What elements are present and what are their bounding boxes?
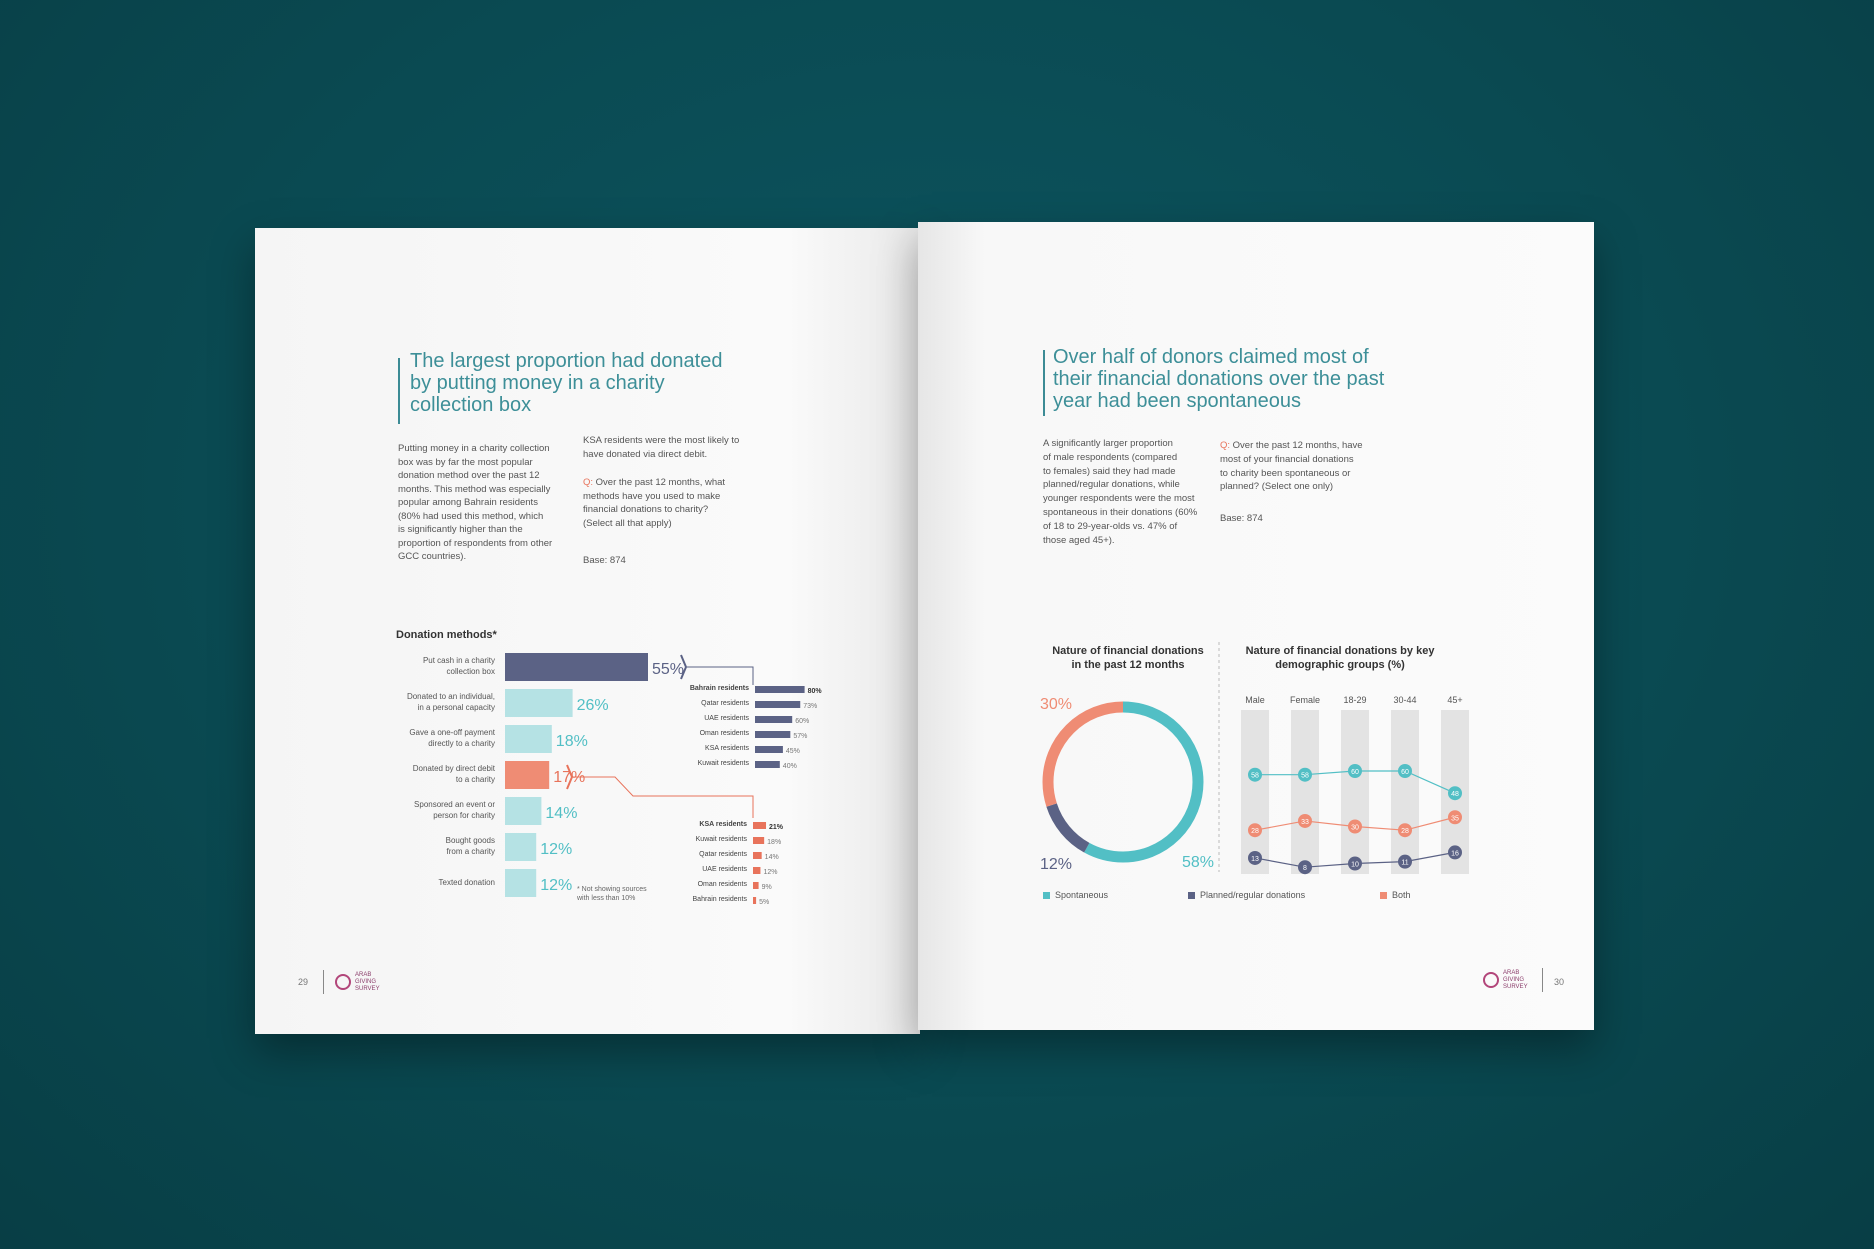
sub-bar-value: 73% [803,703,818,710]
bar [505,833,536,861]
sub-bar [753,822,766,829]
donation-methods-chart [255,228,920,1034]
question-line-text: Over the past 12 months, what [595,477,726,488]
category-label [385,727,495,749]
group-column [1391,710,1419,874]
category-label [385,835,495,857]
category-label [385,691,495,713]
left-page [255,228,920,1034]
intro-text-line: to females) said they had made [1043,465,1176,477]
sub-bar [753,852,762,859]
question-line: financial donations to charity? [583,504,709,515]
intro-text-2-line: have donated via direct debit. [583,448,708,460]
arab-giving-survey-logo [1483,970,1528,991]
sub-category-label: Kuwait residents [697,760,749,767]
category-label-line: person for charity [433,811,495,820]
intro-text-line: proportion of respondents from other [398,537,553,549]
intro-text-2-line: KSA residents were the most likely to [583,435,740,446]
legend-swatch [1188,892,1195,899]
footnote [577,885,647,903]
page-divider [1542,968,1543,992]
page-number: 29 [298,977,309,987]
category-label-line: collection box [446,667,495,676]
legend-swatch [1380,892,1387,899]
page-divider [323,970,324,994]
intro-text-line: of 18 to 29-year-olds vs. 47% of [1043,520,1178,532]
sub-category-label: Qatar residents [701,700,749,707]
question-line: methods have you used to make [583,490,721,502]
group-column [1241,710,1269,874]
group-label: 45+ [1447,695,1463,705]
category-label [385,763,495,785]
legend-item [1043,890,1108,900]
series-point-label: 60 [1401,769,1409,776]
series-point-label: 16 [1451,850,1459,858]
legend-label: Spontaneous [1055,890,1109,900]
question-prefix: Q: [1220,440,1233,451]
bar-value: 18% [555,733,588,750]
question-line: to charity been spontaneous or [1220,467,1351,479]
base-text: Base: 874 [583,555,626,566]
base-text: Base: 874 [1220,513,1263,524]
series-point-label: 8 [1303,865,1307,873]
series-point-label: 13 [1251,855,1259,863]
donut-chart-title [1038,644,1218,672]
category-label [385,877,495,888]
intro-text-line: months. This method was especially [398,483,551,495]
logo-text: ARAB [1503,970,1520,976]
category-label-line: Put cash in a charity [422,656,495,665]
callout-line-red [573,777,753,818]
intro-text-line: A significantly larger proportion [1043,438,1173,449]
intro-text-line: GCC countries). [398,551,467,562]
intro-text-line: those aged 45+). [1043,534,1115,546]
page-title-line: year had been spontaneous [1053,390,1301,412]
chart-title-donation-methods: Donation methods* [396,629,497,641]
series-point-label: 30 [1351,824,1359,832]
legend-swatch [1043,892,1050,899]
intro-text-line: is significantly higher than the [398,524,523,535]
category-label-line: Gave a one-off payment [409,728,495,737]
group-label: Male [1245,695,1265,705]
series-point-label: 58 [1251,772,1259,780]
bar [505,869,536,897]
sub-category-label: Qatar residents [699,851,747,858]
bar-value: 26% [576,697,609,714]
chart-title-line: in the past 12 months [1071,659,1185,671]
chart-title-line: demographic groups (%) [1275,659,1405,671]
sub-bar-value: 12% [763,869,778,876]
arab-giving-survey-logo [335,972,380,993]
sub-bar-value: 9% [761,884,772,891]
category-label [385,655,495,677]
bar [505,653,648,681]
logo-text: SURVEY [355,986,380,992]
sub-bar-value: 18% [767,839,782,846]
logo-icon [1483,972,1499,988]
sub-bar-value: 80% [807,688,822,695]
donut-value-label: 58% [1182,854,1215,871]
right-page [918,222,1594,1030]
sub-bar [755,701,800,708]
bar-value: 17% [553,769,586,786]
intro-text-line: box was by far the most popular [398,456,533,468]
sub-category-label: UAE residents [702,866,747,873]
series-point-label: 28 [1401,828,1409,836]
group-label: 18-29 [1343,695,1367,705]
sub-category-label: Kuwait residents [695,836,747,843]
series-point-label: 48 [1451,791,1459,799]
sub-category-label: KSA residents [699,821,747,828]
sub-bar [755,731,790,738]
sub-bar [755,746,783,753]
logo-text: GIVING [355,979,377,985]
category-label-line: from a charity [446,847,495,856]
sub-bar [755,716,792,723]
category-label-line: directly to a charity [428,739,495,748]
bar [505,761,549,789]
page-title-line: by putting money in a charity [410,372,665,394]
category-label-line: to a charity [455,775,495,784]
bar-value: 14% [545,805,578,822]
sub-bar-value: 57% [793,733,808,740]
intro-text-line: younger respondents were the most [1043,493,1195,505]
category-label-line: Texted donation [438,878,495,887]
sub-category-label: Bahrain residents [689,685,749,692]
question-prefix: Q: [583,477,596,488]
page-title-line: collection box [410,394,532,416]
intro-text-line: planned/regular donations, while [1043,479,1180,491]
legend-item [1188,890,1305,900]
logo-text: ARAB [355,972,372,978]
footnote-line: * Not showing sources [577,886,647,893]
donut-value-label: 12% [1040,856,1073,873]
sub-bar-value: 21% [769,824,784,831]
intro-text-line: of male respondents (compared [1043,451,1178,463]
page-title-line: their financial donations over the past [1053,368,1385,390]
category-label-line: Sponsored an event or [414,800,495,809]
sub-bar-value: 45% [785,748,800,755]
intro-text-line: spontaneous in their donations (60% [1043,506,1198,518]
legend-label: Both [1392,890,1411,900]
group-label: Female [1289,695,1321,705]
sub-category-label: UAE residents [704,715,749,722]
logo-icon [335,974,351,990]
category-label-line: in a personal capacity [417,703,495,712]
sub-category-label: KSA residents [705,745,749,752]
logo-text: GIVING [1503,977,1525,983]
category-label-line: Donated to an individual, [406,692,495,701]
sub-bar [753,837,764,844]
group-column [1341,710,1369,874]
question-line: planned? (Select one only) [1220,481,1334,493]
intro-text-line: Putting money in a charity collection [398,443,550,454]
intro-text-line: donation method over the past 12 [398,470,540,481]
sub-bar-value: 14% [764,854,779,861]
page-number: 30 [1554,977,1565,987]
logo-text: SURVEY [1503,984,1528,990]
callout-line-navy [687,667,753,685]
bar [505,689,573,717]
line-chart-title [1240,644,1440,672]
sub-bar-value: 40% [782,763,797,770]
sub-bar [755,686,805,693]
group-column [1291,710,1319,874]
question-line: most of your financial donations [1220,453,1354,465]
legend-label: Planned/regular donations [1200,890,1306,900]
question-line: (Select all that apply) [583,517,672,529]
group-label: 30-44 [1393,695,1417,705]
donut-value-label: 30% [1040,696,1073,713]
series-point-label: 33 [1301,818,1309,826]
intro-text-line: (80% had used this method, which [398,510,544,522]
sub-category-label: Oman residents [699,730,749,737]
page-title-line: The largest proportion had donated [410,350,723,372]
series-point-label: 11 [1401,859,1409,867]
sub-bar-value: 5% [759,899,770,906]
series-point-label: 10 [1351,861,1359,869]
footnote-line: with less than 10% [577,895,636,902]
sub-bar [753,867,760,874]
intro-text-line: popular among Bahrain residents [398,497,538,508]
series-point-label: 35 [1451,815,1459,823]
page-title-line: Over half of donors claimed most of [1053,346,1369,368]
bar [505,797,541,825]
series-point-label: 60 [1351,769,1359,776]
sub-bar-value: 60% [795,718,810,725]
series-point-label: 28 [1251,828,1259,836]
sub-category-label: Bahrain residents [692,896,747,903]
sub-bar [753,882,759,889]
category-label-line: Donated by direct debit [412,764,495,773]
bar-value: 12% [540,841,573,858]
sub-category-label: Oman residents [697,881,747,888]
category-label [385,799,495,821]
donation-nature-charts [918,222,1594,1030]
chart-title-line: Nature of financial donations by key [1245,645,1435,657]
sub-bar [755,761,780,768]
bar-value: 55% [652,661,685,678]
legend-item [1380,890,1411,900]
series-point-label: 58 [1301,772,1309,780]
sub-bar [753,897,756,904]
bar [505,725,552,753]
category-label-line: Bought goods [445,836,495,845]
chart-title-line: Nature of financial donations [1052,645,1204,657]
question-line-text: Over the past 12 months, have [1232,440,1363,451]
bar-value: 12% [540,877,573,894]
